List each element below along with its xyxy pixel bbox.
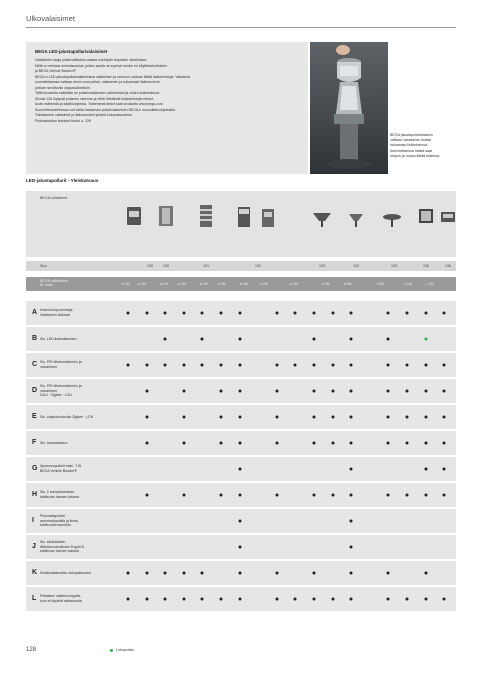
available-dot-icon	[350, 390, 353, 393]
option-label-line: BEGA-valaisimen	[40, 279, 69, 283]
lamp-image-band	[26, 227, 456, 257]
available-dot-icon	[182, 416, 185, 419]
available-dot-icon	[182, 442, 185, 445]
available-dot-icon	[220, 494, 223, 497]
feature-letter: J	[32, 543, 36, 550]
available-dot-icon	[424, 312, 427, 315]
available-dot-icon	[313, 338, 316, 341]
feature-description-line: Ilman komponentteja	[40, 308, 73, 313]
available-dot-icon	[164, 338, 167, 341]
photo-caption	[390, 133, 456, 159]
available-dot-icon	[387, 390, 390, 393]
photo-caption-line: BEGA jalustapollarivalaisin	[390, 133, 433, 137]
bollard-product-icon	[234, 203, 254, 229]
feature-description-line: valoanturin	[40, 388, 58, 393]
available-dot-icon	[387, 598, 390, 601]
bollard-product-icon	[124, 203, 144, 229]
feature-description-line: tuon ei käytetä valaisinosia	[40, 598, 82, 603]
available-dot-icon	[443, 468, 446, 471]
available-dot-icon	[238, 468, 241, 471]
available-dot-icon	[145, 572, 148, 575]
option-row	[26, 277, 456, 291]
header-divider	[26, 27, 456, 28]
intro-line: Niillä on erilaisia ominaisuuksia, joiden avulla ne sopivat moniin eri käyttötarkoituksiin.	[35, 63, 168, 68]
page-number-cell: 133	[391, 264, 397, 268]
option-chip: □ 220	[375, 282, 385, 286]
option-row-label	[40, 279, 68, 288]
available-dot-icon	[294, 598, 297, 601]
option-chip: ø 220	[259, 282, 269, 286]
available-dot-icon	[164, 598, 167, 601]
available-dot-icon	[220, 364, 223, 367]
page-number-cell: 132	[353, 264, 359, 268]
available-dot-icon	[220, 312, 223, 315]
available-dot-icon	[387, 494, 390, 497]
available-dot-icon	[145, 598, 148, 601]
available-dot-icon	[275, 390, 278, 393]
option-chip: ø 190	[289, 282, 299, 286]
feature-row-g	[26, 457, 456, 481]
photo-caption-line: Asennettaessa näistä saat	[390, 148, 433, 153]
feature-letter: G	[32, 465, 38, 472]
intro-line: ja BEGA Vehicle Blocker®	[35, 69, 76, 73]
available-dot-icon	[443, 494, 446, 497]
available-dot-icon	[406, 390, 409, 393]
feature-description	[40, 441, 67, 446]
available-dot-icon	[238, 520, 241, 523]
legend-label: Lokapotistu	[116, 648, 135, 652]
available-dot-icon	[387, 416, 390, 419]
intro-text	[35, 58, 299, 124]
available-dot-icon	[238, 546, 241, 549]
feature-description-line: tukittuvan kannen takana	[40, 549, 79, 554]
feature-description-line: Sis. PIR-liiketunnistimen ja	[40, 360, 82, 365]
available-dot-icon	[350, 520, 353, 523]
option-chip: ø 260	[321, 282, 331, 286]
available-dot-icon	[145, 494, 148, 497]
intro-line: johtuen tarvittaviin ohjausvälineisiin.	[35, 85, 91, 90]
available-dot-icon	[294, 312, 297, 315]
intro-line: tuote-esitteestä ja käyttöohjeesta. Tarkemmat tiedot saat sivustolta www.bega.com.	[35, 102, 164, 106]
feature-description-line: Pistorasiapollari	[40, 514, 65, 519]
available-dot-icon	[275, 572, 278, 575]
intro-box	[26, 42, 308, 174]
feature-description	[40, 464, 81, 473]
option-chip: ø 190	[199, 282, 209, 286]
feature-description-line: Pellaiseni valaisinrungolla,	[40, 594, 82, 599]
available-dot-icon	[350, 338, 353, 341]
feature-row-h	[26, 483, 456, 507]
available-dot-icon	[182, 572, 185, 575]
available-dot-icon	[331, 416, 334, 419]
available-dot-icon	[350, 494, 353, 497]
feature-row-f	[26, 431, 456, 455]
available-dot-icon	[313, 494, 316, 497]
bollard-product-icon	[382, 203, 402, 229]
luminaire-header-label: BEGA-valaisimet	[40, 196, 68, 200]
available-dot-icon	[387, 338, 390, 341]
intro-line: Tällä sivustolla esitetään eri pollarivalaisimien vaihtoehdot ja niiden lisätoiminnot.	[35, 91, 161, 95]
available-dot-icon	[406, 598, 409, 601]
available-dot-icon	[145, 442, 148, 445]
feature-letter: A	[32, 309, 38, 316]
intro-line: Toimitamme valaisimet ja lisävarusteet yhtenä kokonaisuutena.	[35, 113, 133, 117]
available-dot-icon	[406, 312, 409, 315]
available-dot-icon	[145, 416, 148, 419]
available-dot-icon	[313, 390, 316, 393]
available-dot-icon	[406, 442, 409, 445]
available-dot-icon	[331, 390, 334, 393]
available-dot-icon	[220, 416, 223, 419]
feature-description	[40, 337, 77, 342]
available-dot-icon	[182, 390, 185, 393]
available-dot-icon	[220, 390, 223, 393]
page-number-cell: 133	[319, 264, 325, 268]
intro-line: suunniteltaessa valitaan ensin oma pollari- valaisimen ja haluamasi lisätoiminnot.	[35, 80, 161, 84]
available-dot-icon	[406, 364, 409, 367]
feature-row-i	[26, 509, 456, 533]
intro-line: Pistorasioiden tekniset tiedot, s. 226	[35, 118, 92, 123]
page-section-title: Ulkovalaisimet	[26, 14, 75, 23]
table-title: LED-jalustapollarit - Yleiskatsaus	[26, 178, 99, 183]
available-dot-icon	[350, 598, 353, 601]
option-chip: ø 190	[137, 282, 147, 286]
available-dot-icon	[127, 364, 130, 367]
available-dot-icon	[350, 416, 353, 419]
option-chip: ø 143	[121, 282, 131, 286]
available-dot-icon	[424, 598, 427, 601]
available-dot-icon	[275, 364, 278, 367]
available-dot-icon	[331, 312, 334, 315]
feature-letter: E	[32, 413, 37, 420]
bollard-product-icon	[438, 203, 458, 229]
option-chip: □ 220	[425, 282, 435, 286]
available-dot-icon	[350, 546, 353, 549]
feature-description	[40, 415, 93, 420]
option-chip: ø 260	[217, 282, 227, 286]
available-dot-icon	[350, 468, 353, 471]
available-dot-icon	[313, 312, 316, 315]
feature-row-l	[26, 587, 456, 611]
page-number-cell: 136	[423, 264, 429, 268]
page-number-cell: 131	[203, 264, 209, 268]
bollard-product-icon	[312, 203, 332, 229]
feature-description	[40, 594, 82, 603]
feature-description-line: Sisäänrakennettu aukopistorasia	[40, 570, 91, 575]
available-dot-icon	[424, 494, 427, 497]
available-dot-icon	[424, 364, 427, 367]
option-chip: □ 143	[403, 282, 413, 286]
feature-description	[40, 308, 73, 317]
available-dot-icon	[331, 598, 334, 601]
available-dot-icon	[424, 390, 427, 393]
available-dot-icon	[331, 494, 334, 497]
available-dot-icon	[275, 494, 278, 497]
bollard-product-icon	[416, 203, 436, 229]
page-number-cell: 130	[147, 264, 153, 268]
available-dot-icon	[443, 442, 446, 445]
feature-description-line: Sis. ohjausmoduulin Zigbee · LCN	[40, 414, 94, 419]
available-dot-icon	[350, 364, 353, 367]
legend-green-dot-icon	[110, 649, 113, 652]
available-dot-icon	[443, 364, 446, 367]
feature-letter: I	[32, 517, 34, 524]
feature-description-line: Valaisimen lisäosat	[40, 312, 70, 317]
available-dot-icon	[424, 468, 427, 471]
bollard-product-icon	[258, 203, 278, 229]
available-dot-icon	[201, 338, 204, 341]
feature-row-c	[26, 353, 456, 377]
available-dot-icon	[201, 312, 204, 315]
page-row-label: Sivu	[40, 264, 47, 268]
available-dot-icon	[127, 312, 130, 315]
available-dot-icon	[313, 598, 316, 601]
bollard-product-icon	[346, 203, 366, 229]
feature-description-line: DALI · Zigbee · LCN	[40, 393, 72, 398]
page-number: 128	[26, 647, 37, 653]
available-dot-icon	[387, 572, 390, 575]
available-dot-icon	[182, 364, 185, 367]
available-dot-icon	[182, 598, 185, 601]
available-dot-icon	[164, 312, 167, 315]
feature-letter: F	[32, 439, 37, 446]
feature-row-j	[26, 535, 456, 559]
feature-description-line: tukittuvalla kannella	[40, 523, 71, 528]
feature-row-e	[26, 405, 456, 429]
available-dot-icon	[275, 416, 278, 419]
feature-description-line: Ajoneuvopollarit esim. 7,5t	[40, 464, 82, 469]
available-dot-icon	[238, 416, 241, 419]
page-number-cell: 130	[163, 264, 169, 268]
available-dot-icon	[275, 598, 278, 601]
feature-letter: D	[32, 387, 38, 394]
bollard-product-icon	[196, 203, 216, 229]
feature-description-line: liitäntämoduulinsen Eryptil D.	[40, 544, 86, 549]
feature-row-b	[26, 327, 456, 351]
product-photo	[310, 42, 388, 174]
feature-description-line: Sis. sähkölaiden	[40, 540, 66, 545]
feature-description-line: Sis. turvavalaisun	[40, 440, 68, 445]
feature-description-line: Sis. PIR-liiketunnistimen ja	[40, 384, 82, 389]
available-dot-icon	[238, 442, 241, 445]
intro-line: BEGA:n LED-jalustapollarivalaisimissa valaisimen ja runkoon voidaan liittää lisätoimintoja. Valaisinta	[35, 74, 191, 79]
feature-row-k	[26, 561, 456, 585]
photo-caption-line: helpon ja nopea liittää toisiinsa.	[390, 153, 440, 158]
option-label-line: Ø / kork.	[40, 283, 54, 288]
available-dot-icon	[350, 312, 353, 315]
available-dot-icon	[313, 442, 316, 445]
available-dot-icon	[443, 390, 446, 393]
feature-letter: C	[32, 361, 38, 368]
legend	[110, 648, 134, 652]
available-dot-icon	[350, 572, 353, 575]
available-dot-icon	[238, 364, 241, 367]
feature-description-line: tukittuvan kannen takana	[40, 494, 79, 499]
available-dot-icon	[275, 442, 278, 445]
feature-letter: H	[32, 491, 38, 498]
available-dot-icon	[331, 364, 334, 367]
available-dot-icon	[424, 416, 427, 419]
page-number-cell: 132	[255, 264, 261, 268]
feature-description-line: valoanturin	[40, 364, 58, 369]
available-dot-icon	[145, 364, 148, 367]
feature-description-line: Sis. LED-lisävalaisimen	[40, 336, 77, 341]
page-number-cell: 136	[445, 264, 451, 268]
available-dot-icon	[424, 442, 427, 445]
feature-letter: B	[32, 335, 38, 342]
available-dot-icon	[387, 442, 390, 445]
feature-row-d	[26, 379, 456, 403]
available-dot-icon	[164, 572, 167, 575]
available-optional-dot-icon	[424, 338, 427, 341]
feature-description-line: BEGA Vehicle Blocker®	[40, 468, 78, 473]
available-dot-icon	[220, 598, 223, 601]
available-dot-icon	[443, 416, 446, 419]
available-dot-icon	[443, 598, 446, 601]
intro-line: Valaisimien laaja pollarivalikoima vastaa useimpiin tarpeisiin ulkotiloissa.	[35, 58, 147, 62]
feature-description	[40, 490, 79, 499]
available-dot-icon	[275, 312, 278, 315]
available-dot-icon	[238, 494, 241, 497]
available-dot-icon	[238, 598, 241, 601]
available-dot-icon	[238, 390, 241, 393]
bollard-photo-illustration	[310, 42, 388, 174]
available-dot-icon	[443, 312, 446, 315]
available-dot-icon	[182, 494, 185, 497]
intro-line: Sivulla 126 löytyvät pollarien rakenne ja niihin liitettävät lisätoimintojen tiedot.	[35, 96, 155, 101]
bollard-product-icon	[156, 203, 176, 229]
feature-description	[40, 514, 79, 528]
feature-description	[40, 571, 91, 576]
photo-caption-line: haluamasi lisätoiminnot.	[390, 143, 429, 148]
available-dot-icon	[387, 312, 390, 315]
available-dot-icon	[387, 364, 390, 367]
feature-letter: L	[32, 595, 37, 602]
available-dot-icon	[313, 416, 316, 419]
available-dot-icon	[127, 572, 130, 575]
available-dot-icon	[182, 312, 185, 315]
available-dot-icon	[145, 390, 148, 393]
feature-row-a	[26, 301, 456, 325]
available-dot-icon	[313, 572, 316, 575]
available-dot-icon	[238, 338, 241, 341]
option-chip: ø 143	[159, 282, 169, 286]
feature-description	[40, 540, 85, 554]
feature-letter: K	[32, 569, 38, 576]
intro-line: Suunnitteluvaiheessa voit valita haluamasi pollarivalaisimen BEGA:n suunnitteluohjelmalla.	[35, 107, 176, 112]
available-dot-icon	[238, 572, 241, 575]
available-dot-icon	[406, 494, 409, 497]
feature-description-line: asennuskaulalla ja ilman,	[40, 518, 80, 523]
option-chip: ø 145	[239, 282, 249, 286]
available-dot-icon	[313, 364, 316, 367]
available-dot-icon	[145, 312, 148, 315]
feature-description	[40, 360, 81, 369]
available-dot-icon	[127, 598, 130, 601]
photo-caption-line: valitaan valaisimen lisäksi	[390, 138, 432, 143]
option-chip: ø 190	[177, 282, 187, 286]
available-dot-icon	[424, 572, 427, 575]
available-dot-icon	[350, 442, 353, 445]
option-chip: ø 260	[343, 282, 353, 286]
available-dot-icon	[201, 598, 204, 601]
available-dot-icon	[201, 364, 204, 367]
available-dot-icon	[164, 364, 167, 367]
available-dot-icon	[294, 364, 297, 367]
available-dot-icon	[406, 416, 409, 419]
available-dot-icon	[331, 442, 334, 445]
page-row	[26, 261, 456, 271]
feature-description	[40, 384, 81, 398]
feature-description-line: Sis. 2 sukopistorasiaa	[40, 490, 75, 495]
available-dot-icon	[220, 442, 223, 445]
available-dot-icon	[201, 572, 204, 575]
available-dot-icon	[238, 312, 241, 315]
intro-heading: BEGA LED-jalustapollarivalaisimet	[35, 49, 108, 54]
